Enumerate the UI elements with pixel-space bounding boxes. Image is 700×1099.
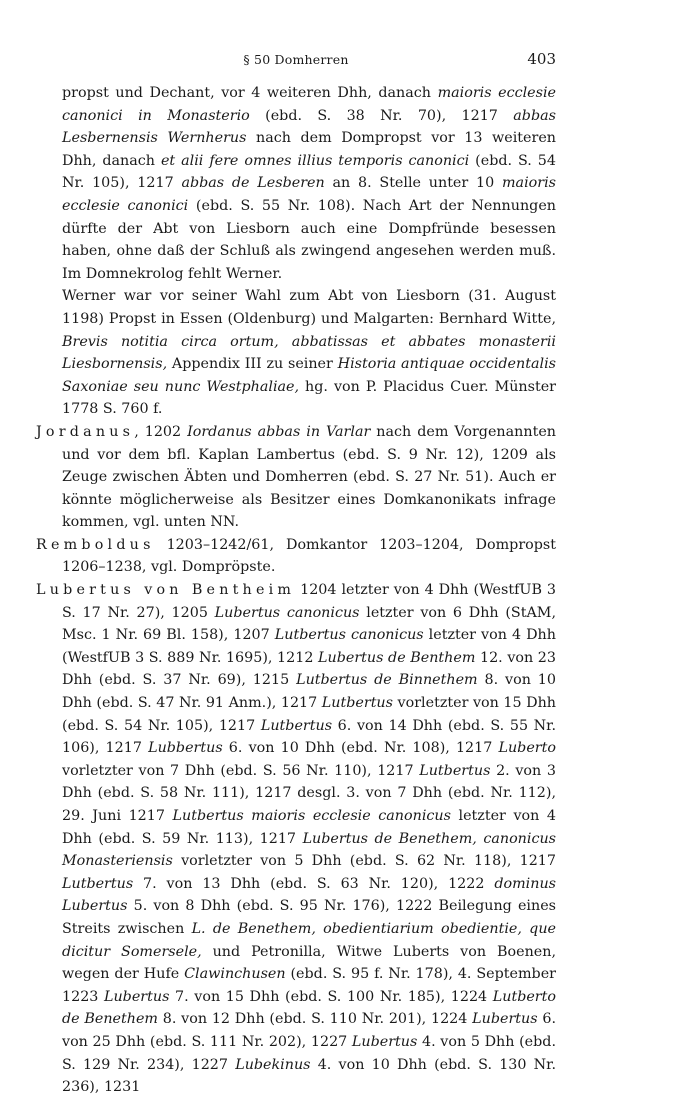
latin-quote: Lubertus [103, 988, 170, 1005]
latin-quote: et alii fere omnes illius temporis canonici [160, 152, 470, 169]
page-number: 403 [527, 50, 556, 68]
text-run: letzter von 4 Dhh (ebd. S. 59 Nr. 113), 1217 [62, 808, 556, 847]
latin-quote: abbas Lesbernensis Wernherus [62, 107, 556, 147]
text-run: Appendix III zu seiner [167, 356, 338, 373]
latin-quote: Lutbertus de Binnethem [296, 672, 478, 689]
text-run: an 8. Stelle unter 10 [324, 175, 502, 192]
latin-quote: Lutbertus [62, 875, 134, 892]
text-run: (ebd. S. 95 f. Nr. 178), 4. September 1223 [62, 966, 556, 1005]
text-run: vorletzter von 5 Dhh (ebd. S. 62 Nr. 118), 1217 [172, 853, 556, 870]
text-run: 4. von 5 Dhh (ebd. S. 129 Nr. 234), 1227 [62, 1033, 556, 1073]
register-entry [36, 534, 556, 579]
text-run: 8. von 10 Dhh (ebd. S. 47 Nr. 91 Anm.), 1217 [62, 672, 557, 712]
text-run: nach dem Dompropst vor 13 weiteren Dhh, danach [62, 130, 556, 169]
latin-quote: abbas de Lesberen [181, 175, 325, 192]
text-run: 1203–1242/61, Domkantor 1203–1204, Dompropst 1206–1238, vgl. Dompröpste. [62, 536, 556, 576]
latin-quote: Clawinchusen [184, 966, 286, 983]
entry-name: Jordanus [36, 423, 135, 440]
latin-quote: Lutbertus canonicus [274, 627, 424, 644]
latin-quote: Historia antiquae occidentalis Saxoniae seu nunc Westphaliae, [62, 356, 556, 395]
text-run: Werner war vor seiner Wahl zum Abt von Liesborn (31. August 1198) Propst in Essen (Oldenburg) und Malgarten: Bernhard Witte, [62, 288, 556, 327]
text-run: 6. von 10 Dhh (ebd. Nr. 108), 1217 [222, 740, 499, 757]
latin-quote: Lubertus [351, 1033, 418, 1050]
text-run: (ebd. S. 38 Nr. 70), 1217 [249, 107, 514, 124]
latin-quote: Luberto [498, 740, 556, 757]
text-run: 1204 letzter von 4 Dhh (WestfUB 3 S. 17 Nr. 27), 1205 [62, 582, 556, 621]
latin-quote: maioris ecclesie canonici [62, 175, 556, 214]
latin-quote: Lubertus canonicus [214, 604, 360, 621]
latin-quote: Lubertus [472, 1011, 538, 1028]
latin-quote: Iordanus abbas in Varlar [187, 423, 371, 440]
latin-quote: dominus Lubertus [62, 875, 556, 915]
text-run: , 1202 [134, 423, 188, 440]
register-entry [36, 421, 556, 534]
register-entry [36, 579, 556, 1099]
latin-quote: Lubertus de Benthem [318, 649, 476, 666]
latin-quote: L. de Benethem, obedientiarium obedientie, que dicitur Somersele, [62, 920, 556, 960]
text-run: 7. von 13 Dhh (ebd. S. 63 Nr. 120), 1222 [133, 875, 495, 892]
latin-quote: Brevis notitia circa ortum, abbatissas et abbates monasterii Liesbornensis, [62, 333, 556, 373]
latin-quote: Lutbertus [321, 695, 393, 712]
text-run: 8. von 12 Dhh (ebd. S. 110 Nr. 201), 1224 [158, 1011, 473, 1028]
text-run: vorletzter von 15 Dhh (ebd. S. 54 Nr. 105), 1217 [62, 695, 556, 734]
running-head: § 50 Domherren [243, 52, 349, 67]
text-run: vorletzter von 7 Dhh (ebd. S. 56 Nr. 110), 1217 [62, 762, 420, 779]
latin-quote: Lubbertus [148, 740, 223, 757]
latin-quote: maioris ecclesie canonici in Monasterio [62, 85, 556, 124]
text-run: 12. von 23 Dhh (ebd. S. 37 Nr. 69), 1215 [62, 649, 556, 689]
text-run: (ebd. S. 55 Nr. 108). Nach Art der Nennungen dürfte der Abt von Liesborn auch eine Dompfründe besessen haben, ohne daß der Schluß als zwingend angesehen werden muß. Im Domnekrolog fehlt Werner. [62, 197, 556, 282]
text-run: letzter von 6 Dhh (StAM, Msc. 1 Nr. 69 Bl. 158), 1207 [62, 604, 556, 644]
entry-name: Lubertus von Bentheim [36, 582, 296, 599]
text-run: 5. von 8 Dhh (ebd. S. 95 Nr. 176), 1222 Beilegung eines Streits zwischen [62, 898, 556, 937]
text-run: (ebd. S. 54 Nr. 105), 1217 [62, 152, 556, 192]
latin-quote: Lutbertus maioris ecclesie canonicus [172, 808, 451, 824]
latin-quote: Lubertus de Benethem, canonicus Monasteriensis [62, 830, 557, 870]
page-body [36, 82, 556, 1099]
text-run: 6. von 25 Dhh (ebd. S. 111 Nr. 202), 1227 [62, 1011, 557, 1050]
text-run: 6. von 14 Dhh (ebd. S. 55 Nr. 106), 1217 [62, 717, 556, 757]
text-run: und Petronilla, Witwe Luberts von Boenen, wegen der Hufe [62, 943, 556, 983]
text-run: propst und Dechant, vor 4 weiteren Dhh, danach [62, 85, 438, 101]
latin-quote: Lutberto de Benethem [62, 988, 556, 1028]
text-run: 4. von 10 Dhh (ebd. S. 130 Nr. 236), 1231 [62, 1056, 556, 1096]
continued-paragraph [36, 82, 556, 285]
note-paragraph [36, 285, 556, 421]
entry-name: Remboldus [36, 536, 155, 553]
latin-quote: Lutbertus [260, 717, 333, 734]
text-run: nach dem Vorgenannten und vor dem bfl. Kaplan Lambertus (ebd. S. 9 Nr. 12), 1209 als Zeuge zwischen Äbten und Domherren (ebd. S. 27 Nr. 51). Auch er könnte möglicherweise als Besitzer eines Domkanonikats infrage kommen, vgl. unten NN. [62, 423, 556, 531]
latin-quote: Lubekinus [235, 1056, 311, 1073]
latin-quote: Lutbertus [419, 762, 491, 779]
page-header [36, 52, 556, 74]
text-run: 7. von 15 Dhh (ebd. S. 100 Nr. 185), 1224 [169, 988, 493, 1005]
text-run: letzter von 4 Dhh (WestfUB 3 S. 889 Nr. 1695), 1212 [62, 627, 556, 666]
text-run: 2. von 3 Dhh (ebd. S. 58 Nr. 111), 1217 desgl. 3. von 7 Dhh (ebd. Nr. 112), 29. Juni 1217 [62, 762, 556, 824]
text-run: hg. von P. Placidus Cuer. Münster 1778 S. 760 f. [62, 378, 556, 418]
